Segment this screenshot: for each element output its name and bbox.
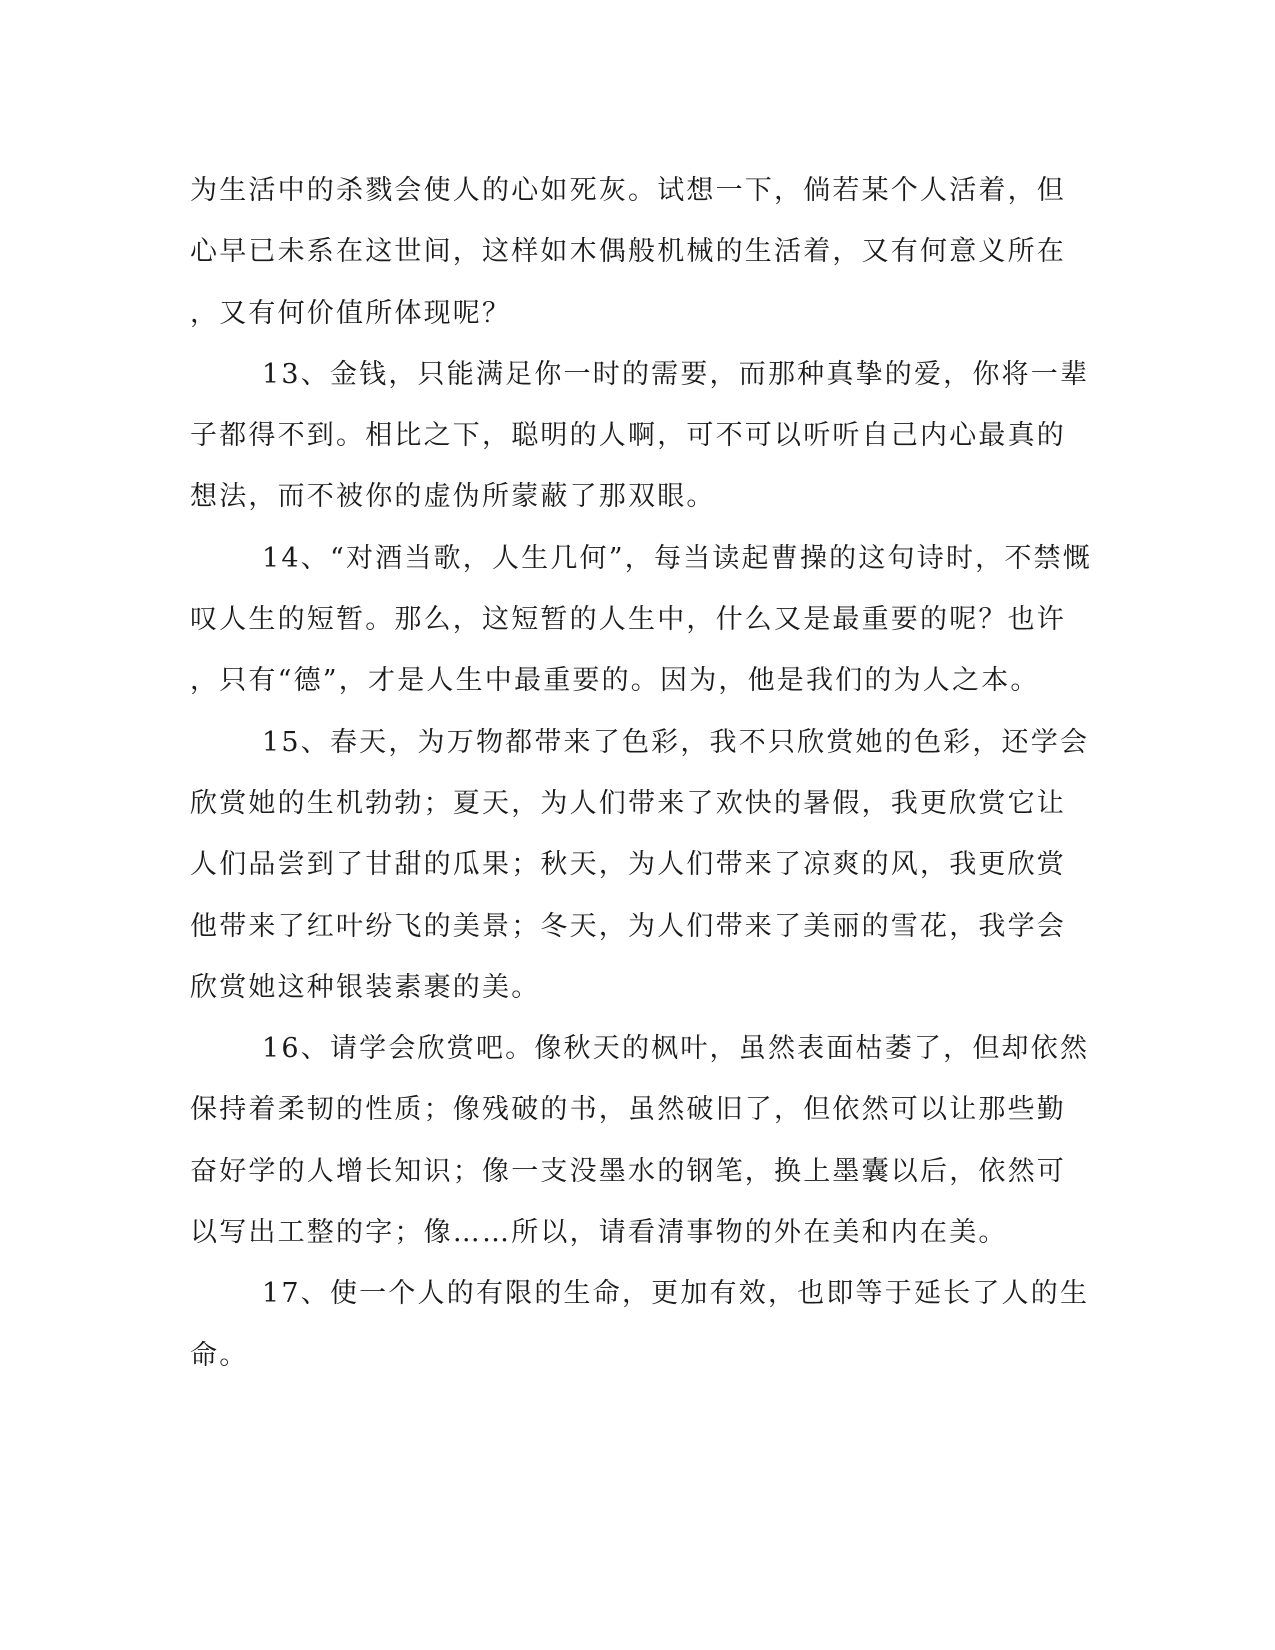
paragraph-15-line-3: 人们品尝到了甘甜的瓜果；秋天，为人们带来了凉爽的风，我更欣赏: [190, 849, 1066, 881]
paragraph-13-line-3: 想法，而不被你的虚伪所蒙蔽了那双眼。: [190, 481, 716, 513]
paragraph-17-line-2: 命。: [190, 1339, 249, 1371]
paragraph-16-line-3: 奋好学的人增长知识；像一支没墨水的钢笔，换上墨囊以后，依然可: [190, 1155, 1066, 1187]
paragraph-13-line-2: 子都得不到。相比之下，聪明的人啊，可不可以听听自己内心最真的: [190, 420, 1066, 452]
paragraph-16-line-4: 以写出工整的字；像……所以，请看清事物的外在美和内在美。: [190, 1217, 1008, 1249]
paragraph-15-line-5: 欣赏她这种银装素裹的美。: [190, 971, 541, 1003]
paragraph-16-line-2: 保持着柔韧的性质；像残破的书，虽然破旧了，但依然可以让那些勤: [190, 1094, 1066, 1126]
paragraph-14-line-1: 14、“对酒当歌，人生几何”，每当读起曹操的这句诗时，不禁慨: [262, 542, 1092, 574]
paragraph-16-line-1: 16、请学会欣赏吧。像秋天的枫叶，虽然表面枯萎了，但却依然: [262, 1033, 1090, 1065]
paragraph-14-line-2: 叹人生的短暂。那么，这短暂的人生中，什么又是最重要的呢？也许: [190, 604, 1066, 636]
paragraph-17-line-1: 17、使一个人的有限的生命，更加有效，也即等于延长了人的生: [262, 1278, 1090, 1310]
paragraph-14-line-3: ，只有“德”，才是人生中最重要的。因为，他是我们的为人之本。: [190, 665, 1040, 697]
paragraph-15-line-1: 15、春天，为万物都带来了色彩，我不只欣赏她的色彩，还学会: [262, 726, 1090, 758]
paragraph-15-line-2: 欣赏她的生机勃勃；夏天，为人们带来了欢快的暑假，我更欣赏它让: [190, 787, 1066, 819]
paragraph-13-line-1: 13、金钱，只能满足你一时的需要，而那种真挚的爱，你将一辈: [262, 358, 1090, 390]
text-line-1: 为生活中的杀戮会使人的心如死灰。试想一下，倘若某个人活着，但: [190, 175, 1066, 206]
paragraph-15-line-4: 他带来了红叶纷飞的美景；冬天，为人们带来了美丽的雪花，我学会: [190, 910, 1066, 942]
document-body: [190, 160, 1090, 1386]
text-line-3: ，又有何价值所体现呢？: [190, 297, 512, 329]
text-line-2: 心早已未系在这世间，这样如木偶般机械的生活着，又有何意义所在: [190, 236, 1066, 268]
